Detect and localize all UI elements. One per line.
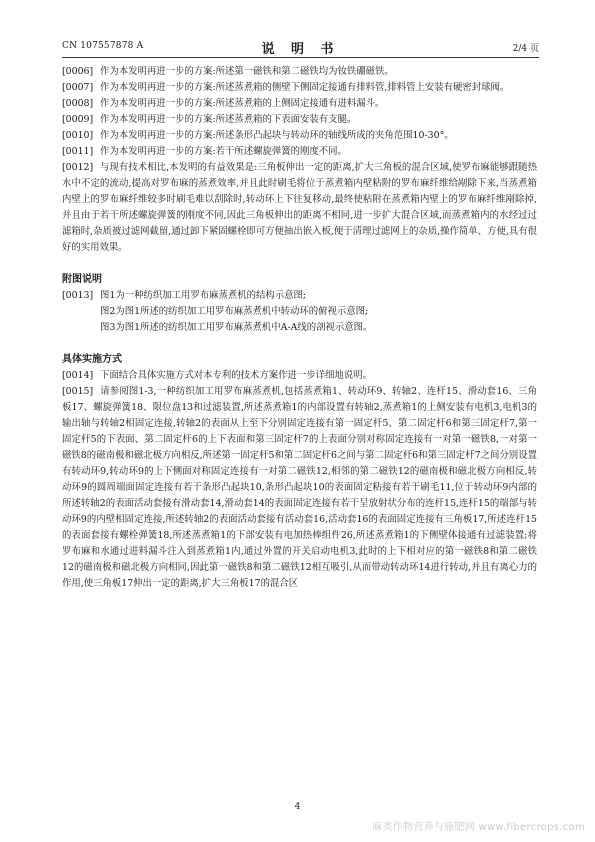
paragraph-number: [0006] (62, 66, 94, 77)
paragraph-text: 作为本发明再进一步的方案:所述蒸煮箱的下表面安装有支腿。 (100, 114, 357, 125)
paragraph-0006 (62, 64, 537, 80)
paragraph-number: [0013] (62, 290, 94, 301)
publication-number: CN 107557878 A (62, 41, 144, 51)
section-heading-figures: 附图说明 (62, 274, 102, 285)
section-gap (62, 336, 537, 352)
figure-caption-2: 图2为图1所述的纺织加工用罗布麻蒸煮机中转动环的俯视示意图; (100, 306, 369, 317)
section-gap (62, 256, 537, 272)
paragraph-0008 (62, 96, 537, 112)
page-number: 4 (294, 802, 301, 812)
paragraph-text: 与现有技术相比,本发明的有益效果是:三角板伸出一定的距离,扩大三角板的混合区域,使罗布麻能够跟随热水中不定的流动,提高对罗布麻的蒸煮效率,并且此时刷毛将位于蒸煮箱内壁粘附的罗布麻纤维给剐除下来,当蒸煮箱内壁上的罗布麻纤维较多时刷毛难以刮除时,转动环上下往复移动,最终使粘附在蒸煮箱内壁上的罗布麻纤维剐除掉,并且由于若干所述螺旋弹簧的刚度不同,因此三角板伸出的距离不相同,进一步扩大混合区域,而蒸煮箱内的水经过过滤箱时,杂质被过滤网截留,通过卸下紧固螺栓即可方便抽出嵌入板,便于清理过滤网上的杂质,操作简单、方便,具有很好的实用效果。 (62, 162, 537, 253)
paragraph-number: [0007] (62, 82, 94, 93)
section-heading-embodiment: 具体实施方式 (62, 354, 122, 365)
paragraph-number: [0008] (62, 98, 94, 109)
paragraph-0010 (62, 128, 537, 144)
paragraph-number: [0010] (62, 130, 94, 141)
paragraph-text: 请参阅图1-3,一种纺织加工用罗布麻蒸煮机,包括蒸煮箱1、转动环9、转轴2、连杆15、滑动套16、三角板17、螺旋弹簧18、限位盘13和过滤装置,所述蒸煮箱1的内部设置有转轴2,蒸煮箱1的上侧安装有电机3,电机3的输出轴与转轴2相固定连接,转轴2的表面从上至下分别固定连接有第一固定杆5、第二固定杆6和第三固定杆7,第一固定杆5的下表面、第二固定杆6的上下表面和第三固定杆7的上表面分别对称固定连接有一对第一磁铁8,一对第一磁铁8的磁南极和磁北极方向相反,所述第一固定杆5和第二固定杆6之间与第二固定杆6和第三固定杆7之间分别设置有转动环9,转动环9的上下侧面对称固定连接有一对第二磁铁12,相邻的第二磁铁12的磁南极和磁北极方向相反,转动环9的圆周端面固定连接有若干条形凸起块10,条形凸起块10的表面固定粘接有若干刷毛11,位于转动环9内部的所述转轴2的表面活动套接有滑动套14,滑动套14的表面固定连接有若干呈放射状分布的连杆15,连杆15的端部与转动环9的内壁相固定连接,所述转轴2的表面活动套接有活动套16,活动套16的表面固定连接有三角板17,所述连杆15的表面套接有螺栓弹簧18,所述蒸煮箱1的下部安装有电加热棒组件26,所述蒸煮箱1的下侧壁体接通有过滤装置;将罗布麻和水通过进料漏斗注入到蒸煮箱1内,通过外置的开关启动电机3,此时的上下相对应的第一磁铁8和第二磁铁12的磁南极和磁北极方向相同,因此第一磁铁8和第二磁铁12相互吸引,从而带动转动环14进行转动,并且有离心力的作用,使三角板17伸出一定的距离,扩大三角板17的混合区 (62, 386, 537, 589)
paragraph-0013 (62, 288, 537, 304)
paragraph-text: 作为本发明再进一步的方案:所述蒸煮箱的侧壁下侧固定接通有排料管,排料管上安装有硬密封球阀。 (100, 82, 510, 93)
paragraph-number: [0012] (62, 162, 94, 173)
paragraph-0011 (62, 144, 537, 160)
paragraph-0012 (62, 160, 537, 256)
site-watermark: 麻类作物营养与施肥网 www.fibercrops.com (372, 822, 585, 833)
paragraph-number: [0015] (62, 386, 94, 397)
paragraph-0014 (62, 368, 537, 384)
page-indicator: 2/4 页 (512, 44, 539, 54)
paragraph-text: 作为本发明再进一步的方案:所述蒸煮箱的上侧固定接通有进料漏斗。 (100, 98, 385, 109)
paragraph-text: 下面结合具体实施方式对本专利的技术方案作进一步详细地说明。 (100, 370, 372, 381)
paragraph-0007 (62, 80, 537, 96)
paragraph-0009 (62, 112, 537, 128)
paragraph-text: 作为本发明再进一步的方案:所述第一磁铁和第二磁铁均为钕铁硼磁铁。 (100, 66, 394, 77)
header-rule (62, 57, 539, 58)
paragraph-number: [0014] (62, 370, 94, 381)
document-title: 说 明 书 (261, 42, 340, 57)
paragraph-0015 (62, 384, 537, 592)
document-body (62, 64, 537, 592)
page-header (62, 38, 539, 56)
paragraph-number: [0011] (62, 146, 94, 157)
figure-caption-1: 图1为一种纺织加工用罗布麻蒸煮机的结构示意图; (100, 290, 307, 301)
paragraph-number: [0009] (62, 114, 94, 125)
paragraph-text: 作为本发明再进一步的方案:所述条形凸起块与转动环的轴线所成的夹角范围10-30°。 (100, 130, 454, 141)
paragraph-text: 作为本发明再进一步的方案:若干所述螺旋弹簧的刚度不同。 (100, 146, 347, 157)
figure-caption-3: 图3为图1所述的纺织加工用罗布麻蒸煮机中A-A线的剖视示意图。 (100, 322, 373, 333)
